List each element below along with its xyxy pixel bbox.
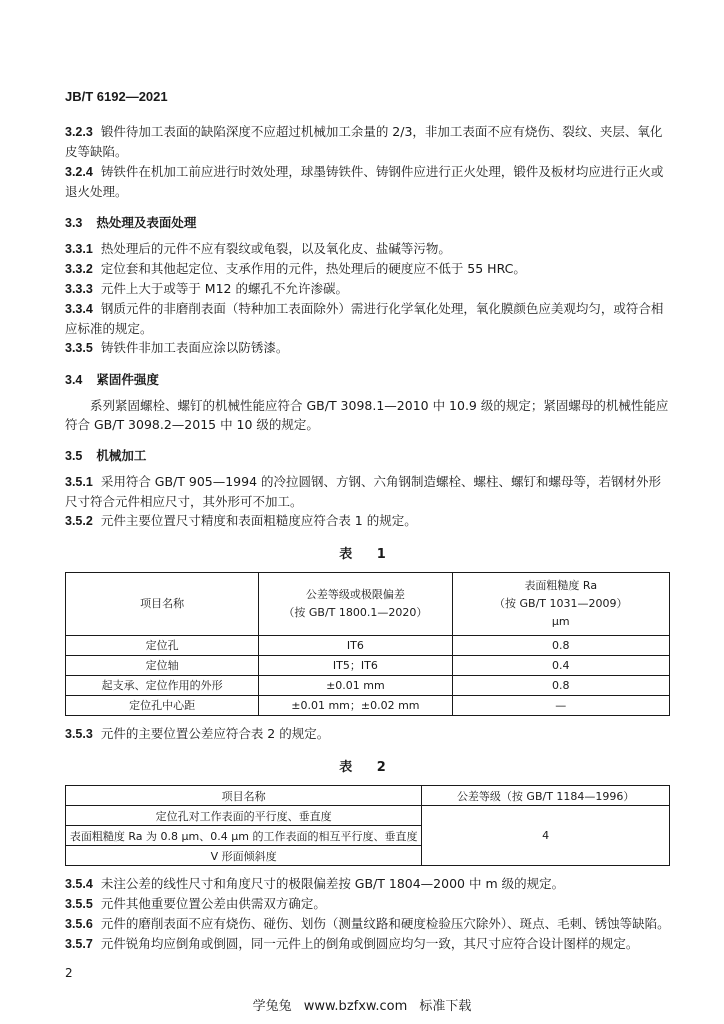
- clause-3-2-3: [65, 122, 670, 161]
- document-body: [65, 122, 670, 954]
- clause-3-3-1: [65, 239, 670, 259]
- table-1-caption: 表 1: [339, 547, 396, 562]
- cell-tolerance: IT5；IT6: [259, 656, 452, 676]
- clause-number: 3.5.1: [65, 475, 93, 489]
- clause-text: 元件的磨削表面不应有烧伤、碰伤、划伤（测量纹路和硬度检验压穴除外）、斑点、毛刺、锈蚀等缺陷。: [100, 916, 670, 931]
- table-1: [65, 572, 670, 716]
- clause-text: 未注公差的线性尺寸和角度尺寸的极限偏差按 GB/T 1804—2000 中 m 级的规定。: [100, 876, 565, 891]
- table-2-caption: 表 2: [339, 760, 396, 775]
- clause-text: 锻件待加工表面的缺陷深度不应超过机械加工余量的 2/3，非加工表面不应有烧伤、裂纹、夹层、氧化皮等缺陷。: [65, 124, 663, 159]
- section-title: 机械加工: [96, 448, 147, 463]
- header-item-name: 项目名称: [66, 573, 259, 636]
- section-heading-3-3: [65, 213, 670, 233]
- clause-text: 采用符合 GB/T 905—1994 的冷拉圆钢、方钢、六角钢制造螺栓、螺柱、螺钉和螺母等，若钢材外形尺寸符合元件相应尺寸，其外形可不加工。: [65, 474, 662, 509]
- table-row: [66, 676, 670, 696]
- cell-roughness: 0.4: [452, 656, 669, 676]
- clause-3-3-4: [65, 299, 670, 338]
- section-title: 紧固件强度: [96, 372, 159, 387]
- clause-text: 钢质元件的非磨削表面（特种加工表面除外）需进行化学氧化处理，氧化膜颜色应美观均匀，或符合相应标准的规定。: [65, 301, 664, 336]
- clause-text: 元件上大于或等于 M12 的螺孔不允许渗碳。: [100, 281, 348, 296]
- cell-roughness: 0.8: [452, 676, 669, 696]
- clause-text: 铸铁件非加工表面应涂以防锈漆。: [100, 340, 289, 355]
- clause-number: 3.5.3: [65, 727, 93, 741]
- clause-3-3-2: [65, 259, 670, 279]
- clause-3-5-4: [65, 874, 670, 894]
- clause-3-5-3: [65, 724, 670, 744]
- header-roughness: [452, 573, 669, 636]
- cell-tolerance: IT6: [259, 636, 452, 656]
- clause-3-5-5: [65, 894, 670, 914]
- table-row: [66, 656, 670, 676]
- watermark-footer: 学兔兔 www.bzfxw.com 标准下载: [252, 999, 472, 1014]
- clause-text: 元件的主要位置公差应符合表 2 的规定。: [100, 726, 330, 741]
- standard-number-header: JB/T 6192—2021: [65, 89, 168, 104]
- section-heading-3-4: [65, 370, 670, 390]
- section-number: 3.5: [65, 449, 83, 463]
- section-number: 3.3: [65, 216, 83, 230]
- clause-number: 3.3.4: [65, 302, 93, 316]
- clause-number: 3.2.3: [65, 125, 93, 139]
- section-number: 3.4: [65, 373, 83, 387]
- clause-3-5-6: [65, 914, 670, 934]
- clause-3-3-3: [65, 279, 670, 299]
- clause-text: 铸铁件在机加工前应进行时效处理，球墨铸铁件、铸钢件应进行正火处理，锻件及板材均应进行正火或退火处理。: [65, 164, 664, 199]
- cell-tolerance: ±0.01 mm: [259, 676, 452, 696]
- header-roughness-unit: μm: [551, 615, 570, 628]
- table-row: [66, 636, 670, 656]
- header-roughness-line1: 表面粗糙度 Ra: [524, 579, 598, 592]
- cell-roughness: —: [452, 696, 669, 716]
- clause-text: 元件其他重要位置公差由供需双方确定。: [100, 896, 326, 911]
- clause-number: 3.5.6: [65, 917, 93, 931]
- clause-3-3-5: [65, 338, 670, 358]
- table-header-row: [66, 786, 670, 806]
- header-roughness-line2: （按 GB/T 1031—2009）: [494, 597, 628, 610]
- cell-roughness: 0.8: [452, 636, 669, 656]
- clause-3-5-1: [65, 472, 670, 511]
- header-tolerance-line1: 公差等级或极限偏差: [305, 588, 405, 601]
- cell-item-name: 定位孔: [66, 636, 259, 656]
- page-number: 2: [65, 966, 73, 980]
- cell-tolerance: ±0.01 mm；±0.02 mm: [259, 696, 452, 716]
- table-header-row: [66, 573, 670, 636]
- cell-item-name: 定位孔对工作表面的平行度、垂直度: [66, 806, 422, 826]
- cell-item-name: 表面粗糙度 Ra 为 0.8 μm、0.4 μm 的工作表面的相互平行度、垂直度: [66, 826, 422, 846]
- header-item-name: 项目名称: [66, 786, 422, 806]
- clause-number: 3.5.7: [65, 937, 93, 951]
- table-row: [66, 806, 670, 826]
- cell-item-name: 定位孔中心距: [66, 696, 259, 716]
- clause-number: 3.3.5: [65, 341, 93, 355]
- clause-text: 定位套和其他起定位、支承作用的元件，热处理后的硬度应不低于 55 HRC。: [100, 261, 526, 276]
- clause-number: 3.3.2: [65, 262, 93, 276]
- clause-text: 热处理后的元件不应有裂纹或龟裂，以及氧化皮、盐碱等污物。: [100, 241, 451, 256]
- clause-number: 3.5.2: [65, 514, 93, 528]
- header-tolerance-grade: 公差等级（按 GB/T 1184—1996）: [422, 786, 670, 806]
- cell-tolerance-grade: 4: [422, 806, 670, 866]
- clause-text: 元件锐角均应倒角或倒圆，同一元件上的倒角或倒圆应均匀一致，其尺寸应符合设计图样的规定。: [100, 936, 639, 951]
- table-row: [66, 696, 670, 716]
- cell-item-name: V 形面倾斜度: [66, 846, 422, 866]
- clause-3-5-2: [65, 511, 670, 531]
- table-2: [65, 785, 670, 866]
- clause-number: 3.2.4: [65, 165, 93, 179]
- clause-3-4-text: 系列紧固螺栓、螺钉的机械性能应符合 GB/T 3098.1—2010 中 10.9 级的规定；紧固螺母的机械性能应符合 GB/T 3098.2—2015 中 10 级的规定。: [65, 398, 669, 432]
- clause-3-2-4: [65, 162, 670, 201]
- clause-number: 3.5.4: [65, 877, 93, 891]
- clause-number: 3.3.3: [65, 282, 93, 296]
- header-tolerance: [259, 573, 452, 636]
- clause-text: 元件主要位置尺寸精度和表面粗糙度应符合表 1 的规定。: [100, 513, 417, 528]
- cell-item-name: 定位轴: [66, 656, 259, 676]
- cell-item-name: 起支承、定位作用的外形: [66, 676, 259, 696]
- clause-number: 3.5.5: [65, 897, 93, 911]
- clause-3-5-7: [65, 934, 670, 954]
- section-title: 热处理及表面处理: [96, 215, 197, 230]
- header-tolerance-line2: （按 GB/T 1800.1—2020）: [283, 606, 428, 619]
- clause-number: 3.3.1: [65, 242, 93, 256]
- section-heading-3-5: [65, 446, 670, 466]
